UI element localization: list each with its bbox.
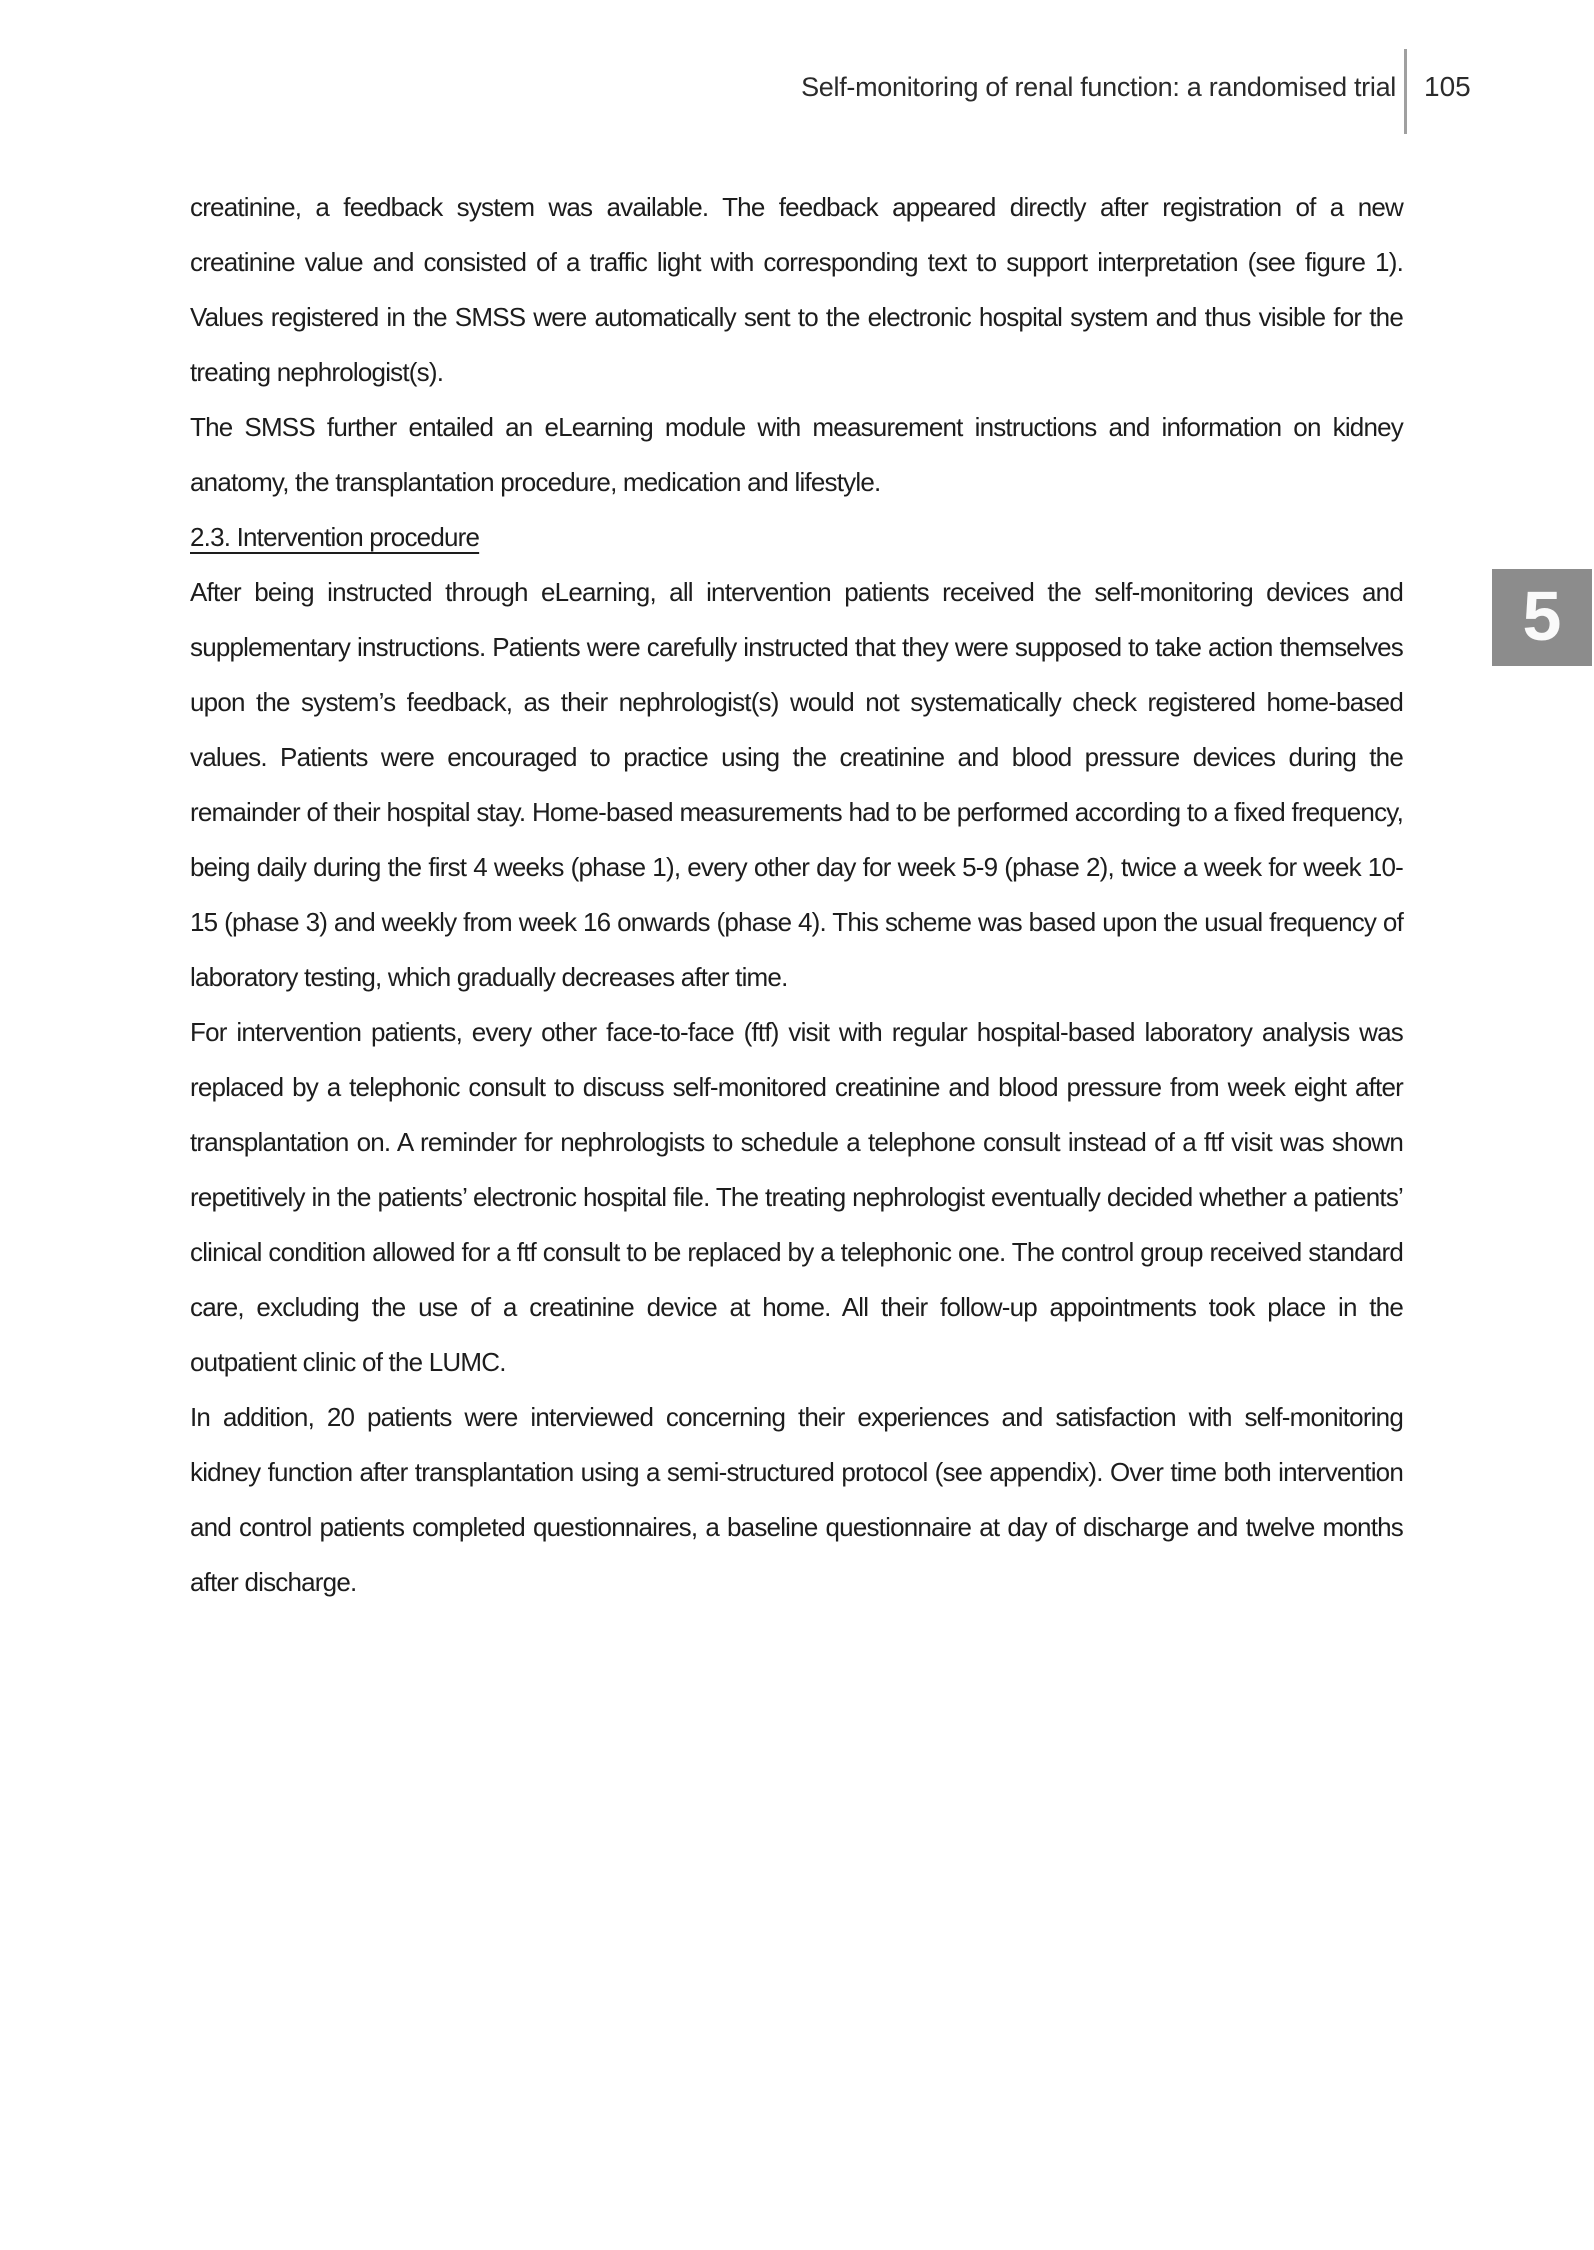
- body-paragraph-1: creatinine, a feedback system was available. The feedback appeared directly after registration of a new creatinine value and consisted of a traffic light with corresponding text to support interpretation (see figure 1). Values registered in the SMSS were automatically sent to the electronic hospital system and thus visible for the treating nephrologist(s).: [190, 192, 1403, 387]
- chapter-tab-number: 5: [1522, 576, 1562, 655]
- body-text-column: [190, 180, 1403, 1610]
- body-paragraph-3: After being instructed through eLearning, all intervention patients received the self-monitoring devices and supplementary instructions. Patients were carefully instructed that they were supposed to take action themselves upon the system’s feedback, as their nephrologist(s) would not systematically check registered home-based values. Patients were encouraged to practice using the creatinine and blood pressure devices during the remainder of their hospital stay. Home-based measurements had to be performed according to a fixed frequency, being daily during the first 4 weeks (phase 1), every other day for week 5-9 (phase 2), twice a week for week 10-15 (phase 3) and weekly from week 16 onwards (phase 4). This scheme was based upon the usual frequency of laboratory testing, which gradually decreases after time.: [190, 577, 1403, 992]
- body-paragraph-5: In addition, 20 patients were interviewed concerning their experiences and satisfaction with self-monitoring kidney function after transplantation using a semi-structured protocol (see appendix). Over time both intervention and control patients completed questionnaires, a baseline questionnaire at day of discharge and twelve months after discharge.: [190, 1402, 1403, 1597]
- body-paragraph-2: The SMSS further entailed an eLearning module with measurement instructions and information on kidney anatomy, the transplantation procedure, medication and lifestyle.: [190, 412, 1403, 497]
- page-header-title: Self-monitoring of renal function: a randomised trial: [801, 72, 1396, 102]
- section-heading: 2.3. Intervention procedure: [190, 522, 480, 552]
- body-paragraph-4: For intervention patients, every other face-to-face (ftf) visit with regular hospital-based laboratory analysis was replaced by a telephonic consult to discuss self-monitored creatinine and blood pressure from week eight after transplantation on. A reminder for nephrologists to schedule a telephone consult instead of a ftf visit was shown repetitively in the patients’ electronic hospital file. The treating nephrologist eventually decided whether a patients’ clinical condition allowed for a ftf consult to be replaced by a telephonic one. The control group received standard care, excluding the use of a creatinine device at home. All their follow-up appointments took place in the outpatient clinic of the LUMC.: [190, 1017, 1403, 1377]
- header-divider-rule: [1404, 49, 1407, 134]
- page-number: 105: [1424, 71, 1471, 102]
- chapter-tab: [1492, 569, 1592, 666]
